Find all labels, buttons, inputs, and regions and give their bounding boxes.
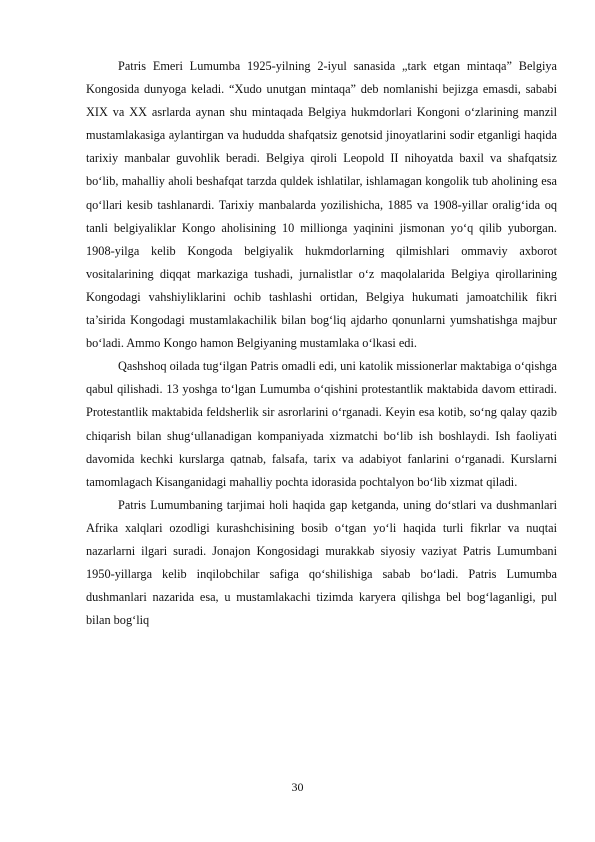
paragraph-2: Qashshoq oilada tug‘ilgan Patris omadli edi, uni katolik missionerlar maktabiga o‘qishga qabul qilishadi. 13 yoshga to‘lgan Lumumba o‘qishini protestantlik maktabida davom ettiradi. Protestantlik maktabida feldsherlik sir asrorlarini o‘rganadi. Keyin esa kotib, so‘ng qalay qazib chiqarish bilan shug‘ullanadigan kompaniyada xizmatchi bo‘lib ish boshlaydi. Ish faoliyati davomida kechki kurslarga qatnab, falsafa, tarix va adabiyot fanlarini o‘rganadi. Kurslarni tamomlagach Kisanganidagi mahalliy pochta idorasida pochtalyon bo‘lib xizmat qiladi. [86, 359, 557, 489]
page-number: 30 [291, 780, 304, 794]
paragraph-1: Patris Emeri Lumumba 1925-yilning 2-iyul sanasida „tark etgan mintaqa” Belgiya Kongosida dunyoga keladi. “Xudo unutgan mintaqa” deb nomlanishi bejizga emasdi, sababi XIX va XX asrlarda aynan shu mintaqada Belgiya hukmdorlari Kongoni o‘zlarining manzil mustamlakasiga aylantirgan va hududda shafqatsiz genotsid jinoyatlarini sodir etganligi haqida tarixiy manbalar guvohlik beradi. Belgiya qiroli Leopold II nihoyatda baxil va shafqatsiz bo‘lib, mahalliy aholi beshafqat tarzda quldek ishlatilar, ishlamagan kongolik tub aholining esa qo‘llari kesib tashlanardi. Tarixiy manbalarda yozilishicha, 1885 va 1908-yillar oralig‘ida oq tanli belgiyaliklar Kongo aholisining 10 millionga yaqinini jismonan yo‘q qilib yuborgan. 1908-yilga kelib Kongoda belgiyalik hukmdorlarning qilmishlari ommaviy axborot vositalarining diqqat markaziga tushadi, jurnalistlar o‘z maqolalarida Belgiya qirollarining Kongodagi vahshiyliklarini ochib tashlashi ortidan, Belgiya hukumati jamoatchilik fikri ta’sirida Kongodagi mustamlakachilik bilan bog‘liq ajdarho qonunlarni yumshatishga majbur bo‘ladi. Ammo Kongo hamon Belgiyaning mustamlaka o‘lkasi edi. [86, 59, 557, 351]
page-body [86, 55, 557, 632]
paragraph-3: Patris Lumumbaning tarjimai holi haqida gap ketganda, uning do‘stlari va dushmanlari Afrika xalqlari ozodligi kurashchisining bosib o‘tgan yo‘li haqida turli fikrlar va nuqtai nazarlarni ilgari suradi. Jonajon Kongosidagi murakkab siyosiy vaziyat Patris Lumumbani 1950-yillarga kelib inqilobchilar safiga qo‘shilishiga sabab bo‘ladi. Patris Lumumba dushmanlari nazarida esa, u mustamlakachi tizimda karyera qilishga bel bog‘laganligi, pul bilan bog‘liq [86, 497, 557, 628]
